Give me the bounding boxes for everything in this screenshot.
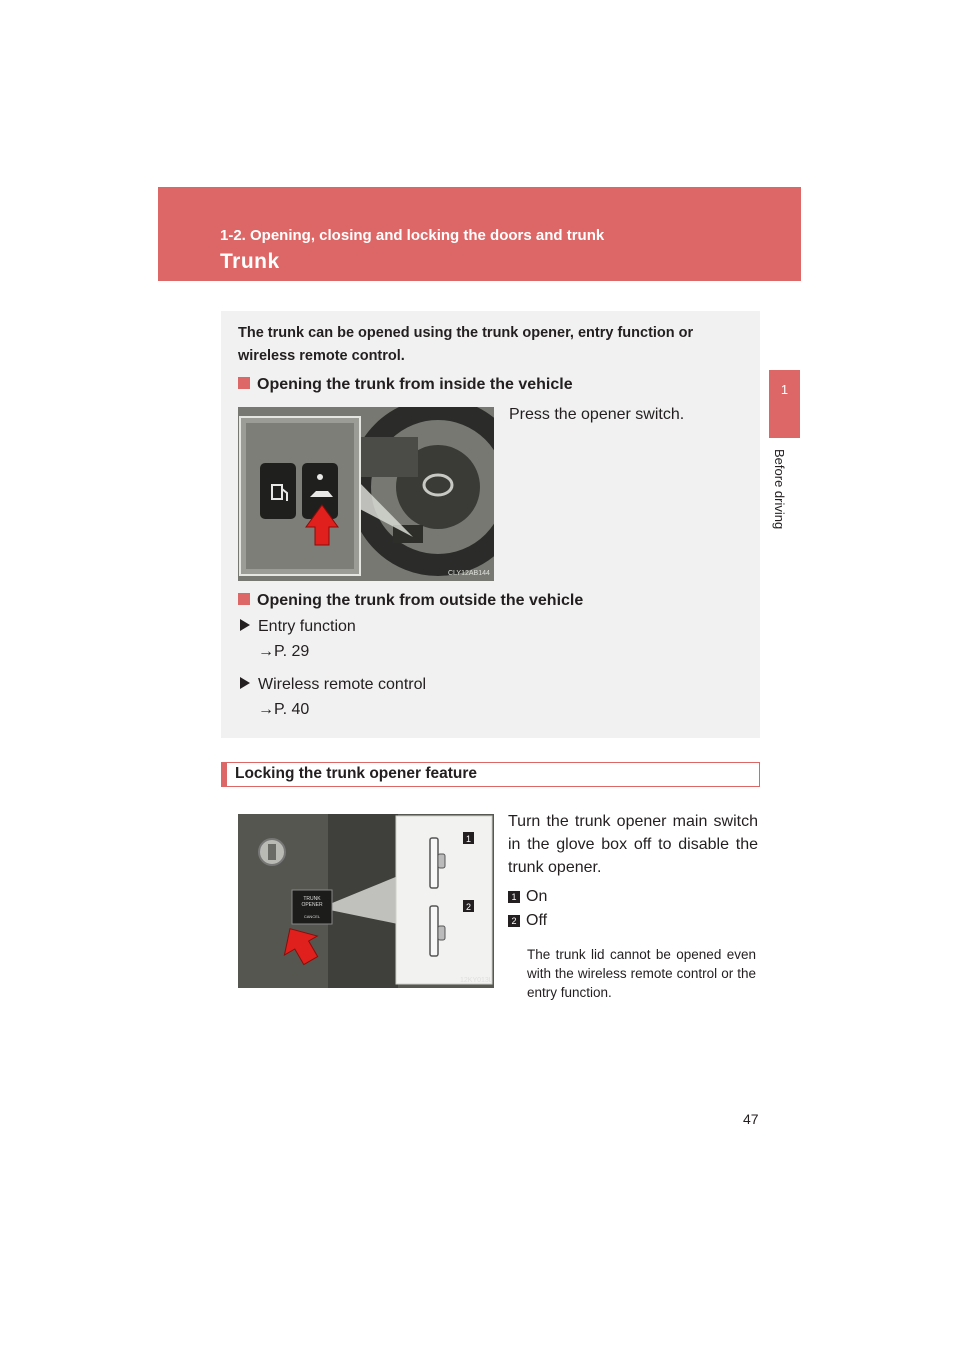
intro-text: The trunk can be opened using the trunk opener, entry function or wireless remote control. (238, 325, 694, 364)
svg-text:1: 1 (465, 834, 472, 844)
page-title: Trunk (220, 250, 280, 273)
page-reference-link[interactable]: →P. 29 (258, 643, 310, 660)
page-reference-link[interactable]: →P. 40 (258, 701, 310, 718)
triangle-bullet-icon (240, 677, 250, 689)
list-item (240, 618, 356, 636)
option-off (508, 912, 547, 930)
option-label: On (526, 888, 548, 905)
chapter-header (158, 187, 801, 281)
chapter-number: 1 (780, 382, 789, 397)
switch-label: TRUNK (303, 896, 321, 902)
inside-instruction: Press the opener switch. (509, 406, 685, 423)
list-item (240, 676, 426, 694)
intro-panel (221, 311, 760, 738)
switch-label: CANCEL (303, 914, 321, 919)
option-label: Off (526, 912, 548, 929)
chapter-tab-label: Before driving (772, 449, 787, 530)
locking-heading: Locking the trunk opener feature (235, 765, 478, 782)
switch-label: OPENER (301, 902, 323, 908)
image-code: 12KY013L (460, 977, 493, 984)
chapter-tab[interactable] (769, 370, 800, 438)
list-item-label: Entry function (258, 618, 356, 635)
locking-note: The trunk lid cannot be opened even with the wireless remote control or the entry function. (527, 947, 756, 1000)
glove-box-illustration (238, 814, 494, 988)
opener-switch-photo (238, 407, 494, 581)
number-1-icon: 1 (508, 891, 520, 903)
outside-heading (238, 592, 583, 610)
page-number: 47 (743, 1111, 759, 1127)
option-on (508, 888, 547, 906)
number-2-icon: 2 (508, 915, 520, 927)
triangle-bullet-icon (240, 619, 250, 631)
inside-heading-text: Opening the trunk from inside the vehicle (257, 376, 573, 393)
bullet-square-icon (238, 593, 250, 605)
locking-section-header (221, 762, 760, 787)
glove-box-switch-photo (238, 814, 494, 988)
opener-switch-illustration (238, 407, 494, 581)
outside-heading-text: Opening the trunk from outside the vehicle (257, 592, 584, 609)
locking-description: Turn the trunk opener main switch in the glove box off to disable the trunk opener. (508, 813, 758, 876)
list-item-label: Wireless remote control (258, 676, 427, 693)
inside-heading (238, 376, 573, 394)
svg-text:2: 2 (465, 902, 472, 912)
section-label: 1-2. Opening, closing and locking the doors and trunk (220, 227, 605, 244)
image-code: CLY12AB144 (448, 570, 490, 577)
bullet-square-icon (238, 377, 250, 389)
